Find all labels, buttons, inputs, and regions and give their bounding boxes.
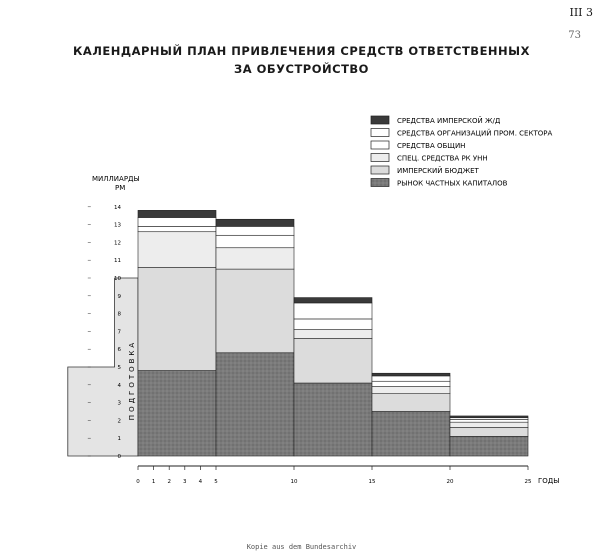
legend-label-3: СПЕЦ. СРЕДСТВА РК УНН — [397, 154, 488, 163]
y-axis-label-line-2: РМ — [115, 184, 126, 192]
x-axis-label: ГОДЫ — [538, 477, 560, 485]
chart-title-line-1: КАЛЕНДАРНЫЙ ПЛАН ПРИВЛЕЧЕНИЯ СРЕДСТВ ОТВЕТСТВЕННЫХ — [73, 44, 530, 58]
bar-segment-2-0 — [294, 383, 372, 456]
legend-swatch-4 — [371, 166, 389, 174]
legend-swatch-3 — [371, 154, 389, 162]
y-axis-label-line-1: МИЛЛИАРДЫ — [92, 175, 140, 183]
x-tick-label-0: 0 — [136, 479, 140, 485]
bar-segment-2-1 — [294, 339, 372, 384]
y-tick-label-4: 4 — [117, 382, 121, 389]
y-tick-label-0: 0 — [117, 454, 121, 460]
bar-segment-4-2 — [450, 422, 528, 427]
y-tick-label-1: 1 — [117, 436, 121, 443]
bar-segment-1-4 — [216, 226, 294, 235]
chart-title-line-2: ЗА ОБУСТРОЙСТВО — [234, 62, 369, 76]
y-tick-label-12: 12 — [114, 240, 121, 247]
bar-segment-0-5 — [138, 210, 216, 217]
bar-segment-3-0 — [372, 412, 450, 457]
y-tick-label-3: 3 — [117, 400, 121, 407]
bar-segment-2-5 — [294, 298, 372, 303]
x-tick-label-2: 2 — [167, 479, 171, 485]
bar-segment-1-1 — [216, 269, 294, 353]
y-tick-label-5: 5 — [117, 365, 121, 371]
y-tick-label-8: 8 — [117, 311, 121, 318]
bar-segment-3-1 — [372, 394, 450, 412]
x-tick-label-20: 20 — [446, 479, 454, 485]
bar-segment-0-1 — [138, 267, 216, 370]
bar-segment-0-3 — [138, 226, 216, 231]
bar-segment-2-4 — [294, 303, 372, 319]
x-tick-label-4: 4 — [198, 479, 203, 485]
bar-segment-4-0 — [450, 436, 528, 456]
legend-swatch-2 — [371, 141, 389, 149]
bar-segment-1-2 — [216, 248, 294, 269]
y-tick-label-2: 2 — [117, 418, 121, 425]
legend-swatch-1 — [371, 129, 389, 137]
x-tick-label-1: 1 — [151, 479, 156, 485]
bar-segment-0-4 — [138, 217, 216, 226]
bar-segment-1-5 — [216, 219, 294, 226]
bar-segment-3-3 — [372, 381, 450, 386]
preparation-label: ПОДГОТОВКА — [128, 339, 136, 421]
x-axis — [136, 466, 532, 485]
x-tick-label-3: 3 — [183, 479, 187, 485]
y-tick-label-10: 10 — [114, 276, 121, 282]
archive-corner-mark: III 3 — [569, 6, 593, 19]
legend-label-4: ИМПЕРСКИЙ БЮДЖЕТ — [397, 167, 479, 175]
y-tick-label-11: 11 — [114, 258, 121, 265]
y-tick-label-7: 7 — [117, 329, 121, 336]
bar-segment-0-2 — [138, 232, 216, 268]
legend-label-1: СРЕДСТВА ОРГАНИЗАЦИЙ ПРОМ. СЕКТОРА — [397, 129, 553, 138]
page-number: 73 — [568, 30, 581, 41]
bar-segment-3-4 — [372, 376, 450, 381]
x-tick-label-5: 5 — [214, 479, 218, 485]
x-tick-label-15: 15 — [368, 479, 376, 485]
x-tick-label-10: 10 — [290, 479, 298, 485]
y-tick-label-9: 9 — [117, 293, 121, 300]
legend-label-0: СРЕДСТВА ИМПЕРСКОЙ Ж/Д — [397, 117, 501, 125]
bar-segment-1-0 — [216, 353, 294, 456]
bar-segment-4-5 — [450, 416, 528, 418]
legend-label-2: СРЕДСТВА ОБЩИН — [397, 142, 466, 150]
bar-segment-0-0 — [138, 371, 216, 456]
bar-segment-4-3 — [450, 420, 528, 423]
bar-segment-3-2 — [372, 387, 450, 394]
y-tick-label-6: 6 — [117, 347, 121, 354]
archive-footer: Kopie aus dem Bundesarchiv — [246, 543, 357, 551]
legend-swatch-0 — [371, 116, 389, 124]
bar-segment-1-3 — [216, 235, 294, 247]
bar-segment-2-2 — [294, 330, 372, 339]
legend-swatch-5 — [371, 179, 389, 187]
y-tick-label-14: 14 — [114, 204, 121, 211]
bars — [138, 210, 528, 456]
bar-segment-2-3 — [294, 319, 372, 330]
legend-label-5: РЫНОК ЧАСТНЫХ КАПИТАЛОВ — [397, 179, 508, 188]
y-tick-label-13: 13 — [114, 222, 121, 229]
x-tick-label-25: 25 — [524, 479, 532, 485]
legend — [371, 116, 552, 188]
bar-segment-3-5 — [372, 373, 450, 376]
bar-segment-4-1 — [450, 428, 528, 437]
